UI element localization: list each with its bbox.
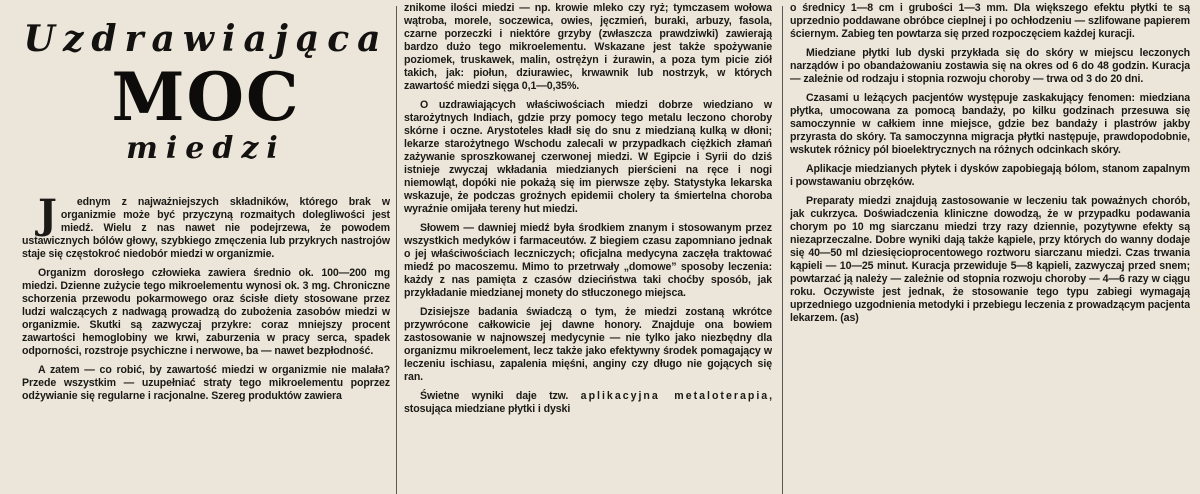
paragraph: A zatem — co robić, by zawartość miedzi w organizmie nie malała? Przede wszystkim — uzupełniać straty tego mikroelementu poprzez odżywianie się regularne i racjonalne. Szereg produktów zawiera [22, 364, 390, 402]
lead-text: ednym z najważniejszych składników, którego brak w organizmie może być przyczyną rozmaitych dolegliwości jest miedź. Wielu z nas nawet nie podejrzewa, że powodem ustawicznych bólów głowy, szybkiego zmęczenia lub przykrych nastrojów staje się częstokroć niedobór miedzi w organizmie. [22, 196, 390, 260]
article-column-1 [22, 2, 390, 409]
paragraph: Dzisiejsze badania świadczą o tym, że miedzi zostaną wkrótce przywrócone całkowicie jej dawne honory. Znajduje ona bowiem zastosowanie w najnowszej medycynie — nie tylko jako niezbędny dla organizmu mikroelement, lecz także jako efektywny środek pomagający w leczeniu ischiasu, zapalenia mięśni, anginy czy długo nie gojących się ran. [404, 306, 772, 383]
headline-top: Uzdrawiająca [23, 18, 389, 60]
article-headline [22, 18, 390, 196]
article-column-2 [404, 2, 772, 422]
column-divider [782, 6, 783, 494]
headline-bottom: miedzi [126, 131, 286, 166]
paragraph: Aplikacje miedzianych płytek i dysków zapobiegają bólom, stanom zapalnym i powstawaniu obrzęków. [790, 163, 1190, 188]
paragraph-text: , stosująca miedziane płytki i dyski [404, 390, 772, 415]
paragraph: Słowem — dawniej miedź była środkiem znanym i stosowanym przez wszystkich medyków i farmaceutów. Z biegiem czasu zapomniano jednak o jej właściwościach leczniczych; oficjalna medycyna zaczęła traktować miedź po macoszemu. Mimo to przetrwały „domowe” sposoby leczenia: każdy z nas pamięta z czasów dzieciństwa taki choćby sposób, jak przykładanie miedzianej monety do stłuczonego miejsca. [404, 222, 772, 299]
drop-cap: J [38, 191, 57, 238]
headline-main: MOC [111, 58, 301, 136]
paragraph: o średnicy 1—8 cm i grubości 1—3 mm. Dla większego efektu płytki te są uprzednio poddawane obróbce cieplnej i po ochłodzeniu — szlifowane papierem ściernym. Zabieg ten powtarza się przed rozpoczęciem każdej kuracji. [790, 2, 1190, 40]
paragraph: Preparaty miedzi znajdują zastosowanie w leczeniu tak poważnych chorób, jak cukrzyca. Doświadczenia kliniczne dowodzą, że w przypadku podawania chorym po 10 mg siarczanu miedzi trzy razy dziennie, pozytywne efekty są niezaprzeczalne. Dobre wyniki dają także kąpiele, przy których do wanny dodaje się 40—50 ml dziesięcioprocentowego roztworu siarczanu miedzi. Czas trwania kąpieli — 10—25 minut. Kuracja przewiduje 5—8 kąpieli, zazwyczaj przed snem; powtarzać ją należy — zależnie od stopnia rozwoju choroby — 4—6 razy w ciągu roku. Oczywiste jest jednak, że stosowanie tego typu zabiegi wymagają uprzedniego uzgodnienia metodyki i przebiegu leczenia z prowadzącym pacjenta lekarzem. (as) [790, 195, 1190, 324]
paragraph [404, 390, 772, 416]
article-lead [22, 191, 390, 261]
paragraph: znikome ilości miedzi — np. krowie mleko czy ryż; tymczasem wołowa wątroba, morele, soczewica, owies, jęczmień, buraki, arbuzy, fasola, czarne porzeczki i niektóre grzyby (zwłaszcza prawdziwki) zawierają bardzo dużo tego mikroelementu. Wskazane jest także spożywanie poziomek, truskawek, malin, ostrężyn i żurawin, a poza tym picie ziół takich, jak: piołun, dziurawiec, krwawnik lub nostrzyk, w których zawartość miedzi sięga 0,1—0,35%. [404, 2, 772, 92]
column-divider [396, 6, 397, 494]
paragraph: O uzdrawiających właściwościach miedzi dobrze wiedziano w starożytnych Indiach, gdzie przy pomocy tego metalu leczono choroby skórne i oczne. Arystoteles kładł się do snu z miedzianą kulką w dłoni; lekarze starożytnego Wschodu zalecali w przypadkach ciężkich złamań zażywanie sproszkowanej czerwonej miedzi. W Egipcie i Syrii do dziś istnieje zwyczaj wkładania miedzianych pierścieni na ręce i nogi niemowląt, dopóki nie pokażą się im pierwsze zęby. Statystyka lekarska wskazuje, że podczas groźnych epidemii cholery ta śmiertelna choroba wyraźnie omijała tereny hut miedzi. [404, 99, 772, 215]
paragraph: Organizm dorosłego człowieka zawiera średnio ok. 100—200 mg miedzi. Dzienne zużycie tego mikroelementu wynosi ok. 3 mg. Chroniczne schorzenia przewodu pokarmowego oraz ścisłe diety stosowane przez ludzi walczących z nadwagą prowadzą do zubożenia zasobów miedzi w organizmie. Skutki są zazwyczaj przykre: coraz mniejszy procent zawartości hemoglobiny we krwi, zaburzenia w pracy serca, spadek odporności, rozstroje psychiczne i nerwowe, ba — nawet bezpłodność. [22, 267, 390, 357]
paragraph-text: Świetne wyniki daje tzw. [420, 390, 581, 402]
emphasized-term: aplikacyjna metaloterapia [580, 390, 770, 402]
article-column-3 [790, 2, 1190, 331]
paragraph: Miedziane płytki lub dyski przykłada się do skóry w miejscu leczonych narządów i po obandażowaniu zostawia się na okres od 6 do 48 godzin. Kuracja — zależnie od rodzaju i stopnia rozwoju choroby — trwa od 3 do 20 dni. [790, 47, 1190, 85]
paragraph: Czasami u leżących pacjentów występuje zaskakujący fenomen: miedziana płytka, umocowana za pomocą bandaży, po kilku godzinach przesuwa się samoczynnie w całkiem inne miejsce, gdzie bez bandaży i plastrów jakby przyrasta do skóry. Ta samoczynna migracja płytki następuje, prawdopodobnie, wskutek różnicy pól bioelektrycznych na różnych odcinkach skóry. [790, 92, 1190, 156]
